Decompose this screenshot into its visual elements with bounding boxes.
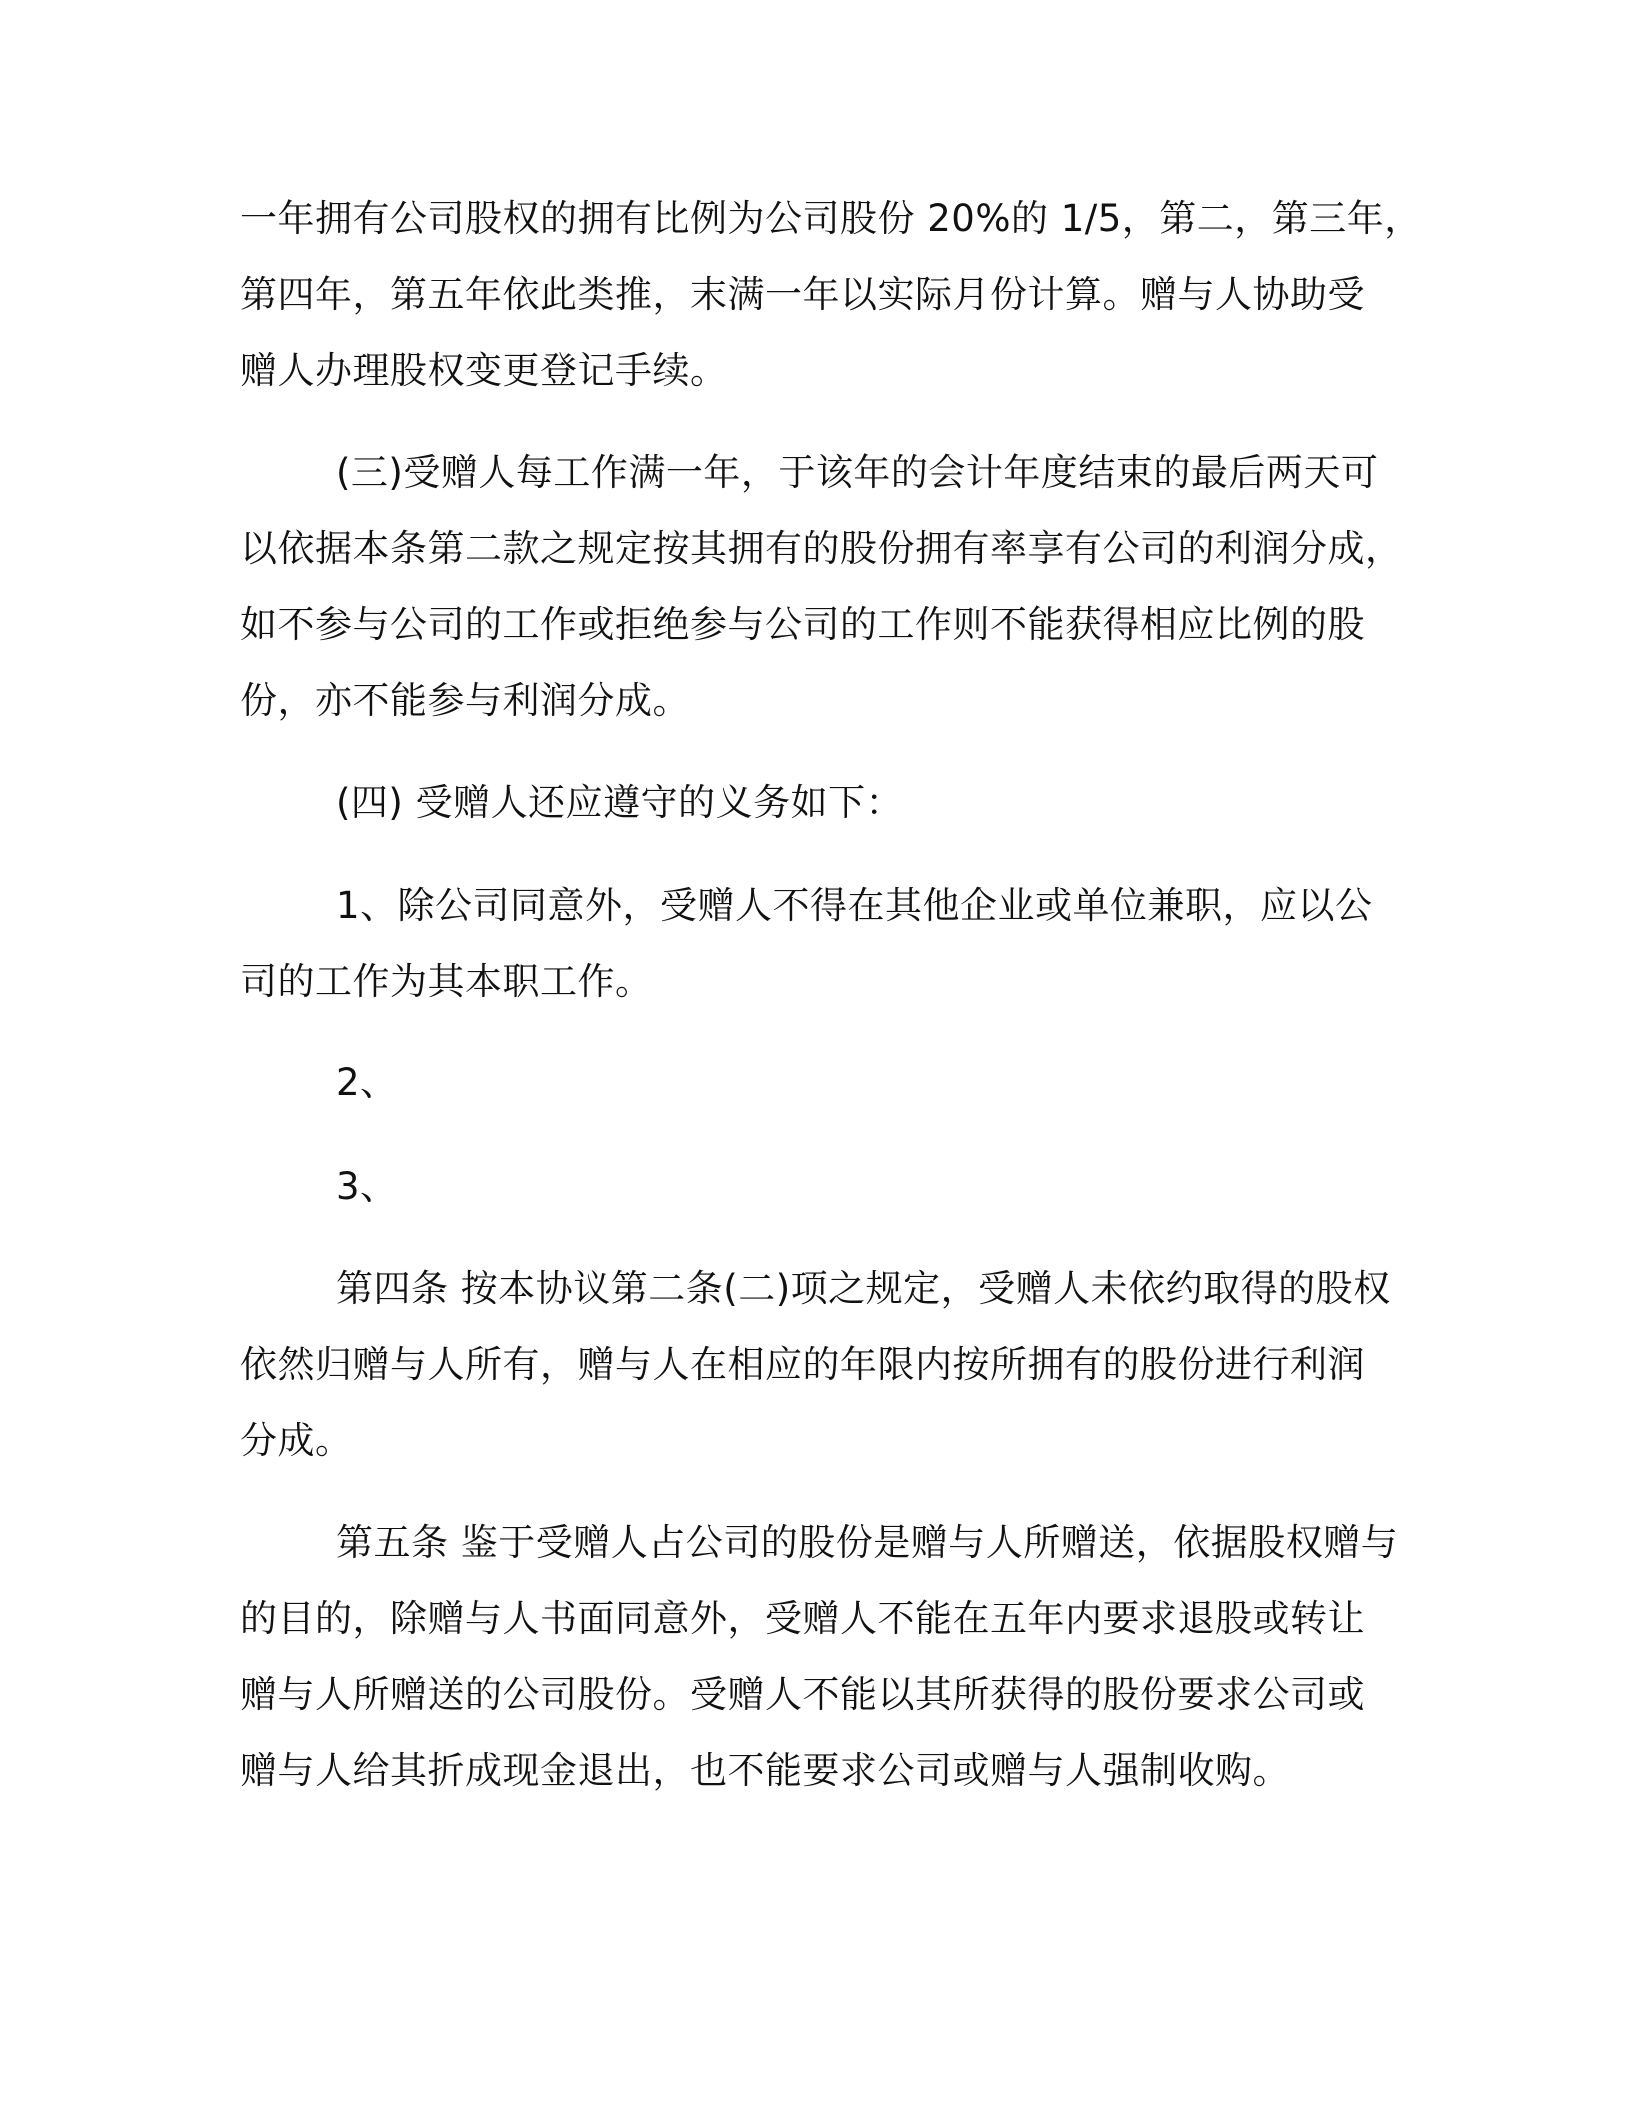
paragraph-8-line-1: 第五条 鉴于受赠人占公司的股份是赠与人所赠送，依据股权赠与	[336, 1521, 1399, 1564]
paragraph-2-line-3: 如不参与公司的工作或拒绝参与公司的工作则不能获得相应比例的股	[240, 603, 1365, 646]
paragraph-1-line-1: 一年拥有公司股权的拥有比例为公司股份 20%的 1/5，第二，第三年，	[240, 197, 1422, 240]
paragraph-8-line-2: 的目的，除赠与人书面同意外，受赠人不能在五年内要求退股或转让	[240, 1597, 1365, 1640]
paragraph-8-line-3: 赠与人所赠送的公司股份。受赠人不能以其所获得的股份要求公司或	[240, 1673, 1365, 1716]
paragraph-7-line-1: 第四条 按本协议第二条(二)项之规定，受赠人未依约取得的股权	[336, 1267, 1391, 1310]
paragraph-4-line-1: 1、除公司同意外，受赠人不得在其他企业或单位兼职，应以公	[336, 884, 1373, 927]
paragraph-5-line-1: 2、	[336, 1061, 398, 1104]
paragraph-7-line-3: 分成。	[240, 1419, 353, 1462]
paragraph-8-line-4: 赠与人给其折成现金退出，也不能要求公司或赠与人强制收购。	[240, 1749, 1290, 1792]
paragraph-1-line-2: 第四年，第五年依此类推，末满一年以实际月份计算。赠与人协助受	[240, 273, 1365, 316]
paragraph-2-line-4: 份，亦不能参与利润分成。	[240, 679, 690, 722]
paragraph-7-line-2: 依然归赠与人所有，赠与人在相应的年限内按所拥有的股份进行利润	[240, 1343, 1365, 1386]
paragraph-4-line-2: 司的工作为其本职工作。	[240, 960, 653, 1003]
paragraph-6-line-1: 3、	[336, 1165, 398, 1208]
paragraph-2-line-2: 以依据本条第二款之规定按其拥有的股份拥有率享有公司的利润分成，	[240, 527, 1403, 570]
paragraph-2-line-1: (三)受赠人每工作满一年，于该年的会计年度结束的最后两天可	[336, 451, 1379, 494]
paragraph-3-line-1: (四) 受赠人还应遵守的义务如下：	[336, 781, 904, 824]
paragraph-1-line-3: 赠人办理股权变更登记手续。	[240, 349, 728, 392]
